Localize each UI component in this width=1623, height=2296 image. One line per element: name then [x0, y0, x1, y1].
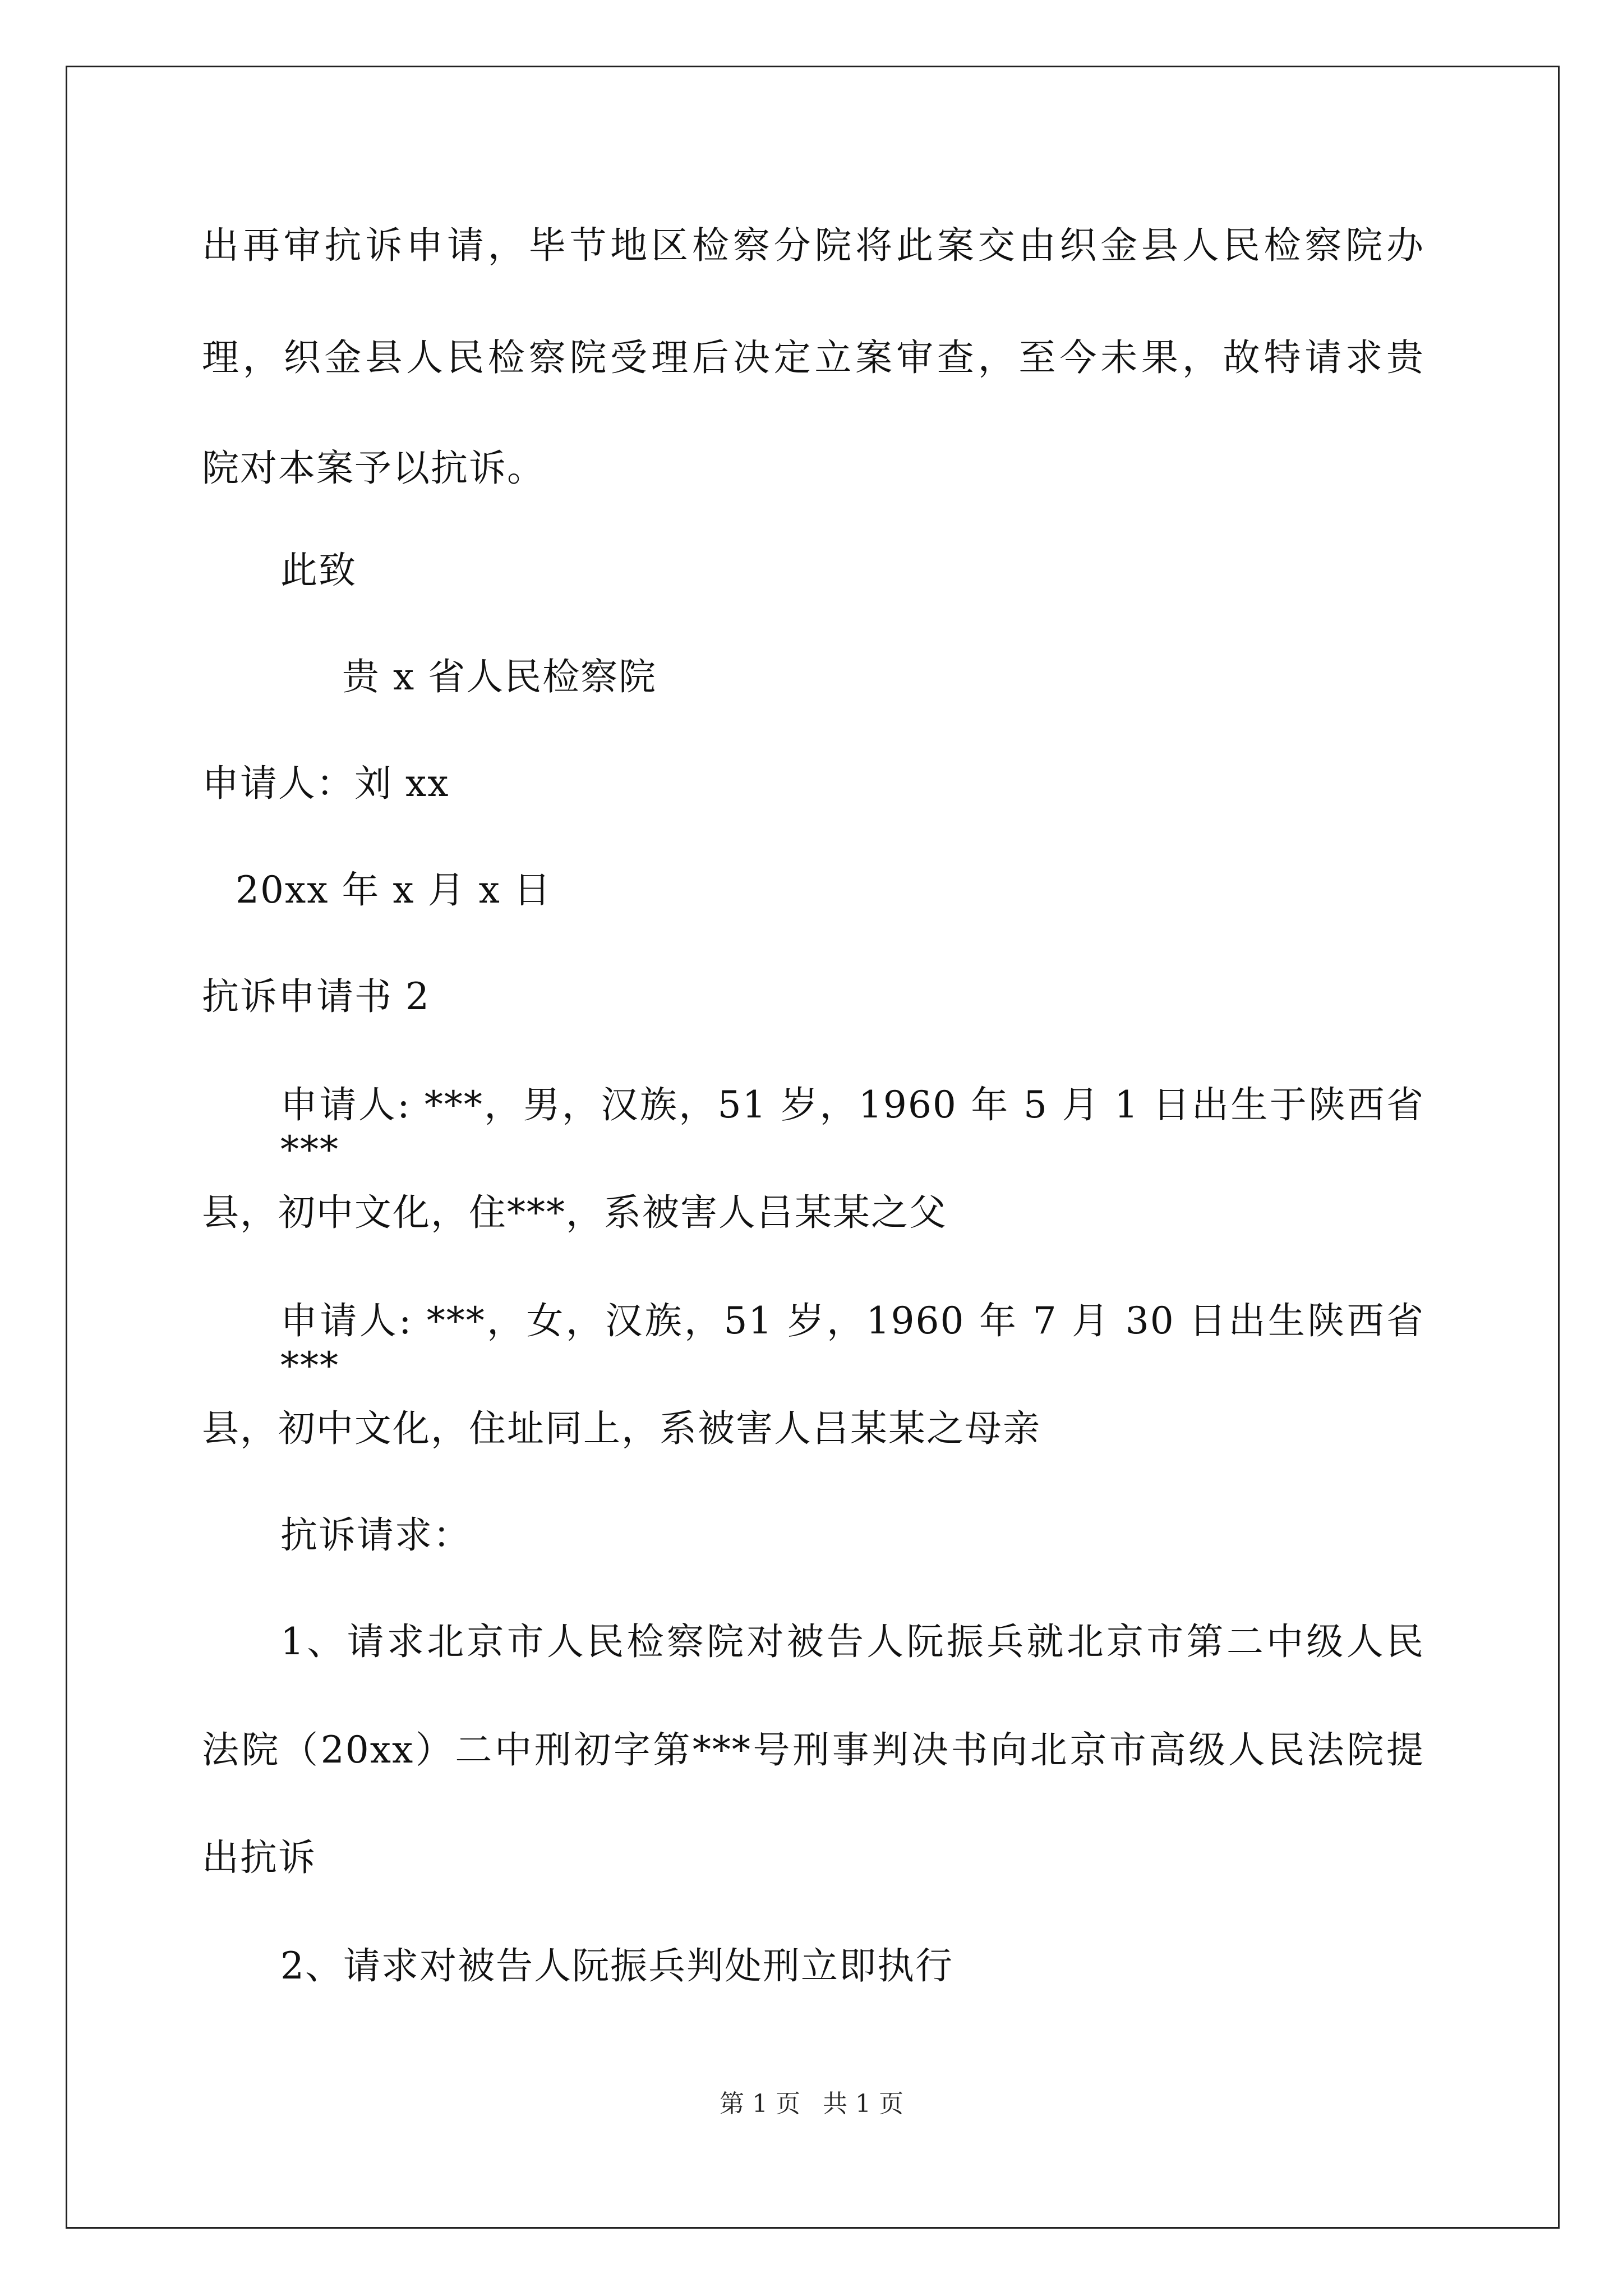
section-title: 抗诉申请书 2 [202, 975, 430, 1018]
applicant-2-line-1: 申请人: ***，女，汉族，51 岁，1960 年 7 月 30 日出生陕西省*** [280, 1299, 1424, 1387]
body-line-1: 出再审抗诉申请，毕节地区检察分院将此案交由织金县人民检察院办 [202, 224, 1424, 267]
applicant-1-line-2: 县，初中文化，住***，系被害人吕某某之父 [202, 1191, 947, 1234]
request-1-line-2: 法院（20xx）二中刑初字第***号刑事判决书向北京市高级人民法院提 [202, 1728, 1424, 1772]
date-line: 20xx 年 x 月 x 日 [236, 868, 552, 912]
applicant-2-line-2: 县，初中文化，住址同上，系被害人吕某某之母亲 [202, 1407, 1041, 1450]
requests-heading: 抗诉请求： [280, 1513, 471, 1557]
page-footer [0, 2090, 1623, 2119]
applicant-1-line-1: 申请人: ***，男，汉族，51 岁，1960 年 5 月 1 日出生于陕西省*** [280, 1083, 1424, 1171]
page-total: 共 1 页 [823, 2090, 903, 2118]
request-1-line-3: 出抗诉 [202, 1836, 316, 1879]
body-line-3: 院对本案予以抗诉。 [202, 447, 545, 490]
salutation: 此致 [280, 549, 357, 592]
request-2: 2、请求对被告人阮振兵判处刑立即执行 [280, 1944, 953, 1987]
page-number: 第 1 页 [720, 2090, 800, 2118]
request-1-line-1: 1、请求北京市人民检察院对被告人阮振兵就北京市第二中级人民 [280, 1620, 1424, 1663]
recipient: 贵 x 省人民检察院 [342, 655, 657, 698]
body-line-2: 理，织金县人民检察院受理后决定立案审查，至今未果，故特请求贵 [202, 336, 1424, 379]
applicant-signature: 申请人：刘 xx [202, 762, 450, 805]
